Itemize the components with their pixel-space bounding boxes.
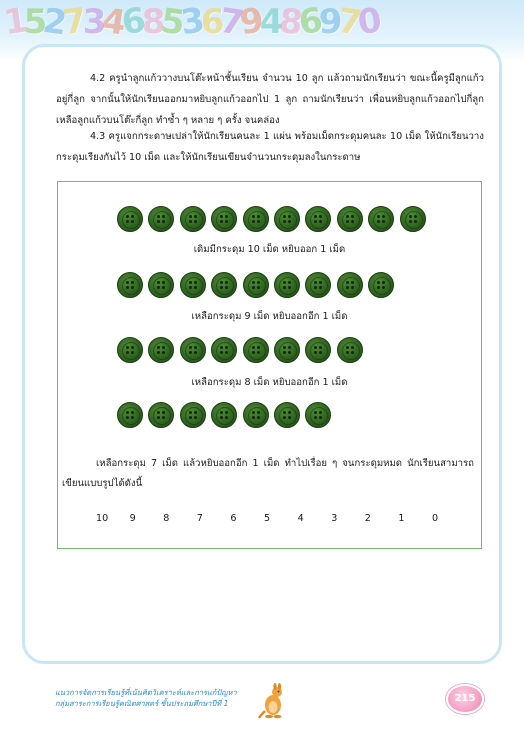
decorative-digit: 8 xyxy=(141,2,162,42)
green-button-icon xyxy=(243,337,269,363)
countdown-number: 1 xyxy=(398,513,405,524)
closing-text: เหลือกระดุม 7 เม็ด แล้วหยิบออกอีก 1 เม็ด ทำไปเรื่อย ๆ จนกระดุมหมด นักเรียนสามารถเขียนแบบรูปได้ดังนี้ xyxy=(62,458,474,489)
green-button-icon xyxy=(117,272,143,298)
green-button-icon xyxy=(180,206,206,232)
countdown-number: 9 xyxy=(129,513,136,524)
green-button-icon xyxy=(148,402,174,428)
green-button-icon xyxy=(211,206,237,232)
green-button-icon xyxy=(243,272,269,298)
footer-caption-line-1: แนวการจัดการเรียนรู้ที่เน้นคิดวิเคราะห์และการแก้ปัญหา xyxy=(55,688,237,697)
decorative-digit: 4 xyxy=(99,0,125,44)
decorative-digit: 0 xyxy=(355,0,381,44)
green-button-icon xyxy=(337,206,363,232)
green-button-icon xyxy=(400,206,426,232)
green-button-icon xyxy=(274,272,300,298)
caption-row-10: เดิมมีกระดุม 10 เม็ด หยิบออก 1 เม็ด xyxy=(193,244,346,255)
button-row-9 xyxy=(117,272,394,298)
green-button-icon xyxy=(211,337,237,363)
decorative-digit: 6 xyxy=(119,0,145,44)
green-button-icon xyxy=(368,272,394,298)
green-button-icon xyxy=(148,337,174,363)
green-button-icon xyxy=(337,337,363,363)
countdown-number: 0 xyxy=(432,513,439,524)
footer-caption-line-2: กลุ่มสาระการเรียนรู้คณิตศาสตร์ ชั้นประถมศึกษาปีที่ 1 xyxy=(55,699,229,708)
decorative-digit: 9 xyxy=(318,2,339,42)
green-button-icon xyxy=(337,272,363,298)
paragraph-4-3: 4.3 ครูแจกกระดาษเปล่าให้นักเรียนคนละ 1 แผ่น พร้อมเม็ดกระดุมคนละ 10 เม็ด ให้นักเรียนวางกระดุมเรียงกันไว้ 10 เม็ด และให้นักเรียนเขียนจำนวนกระดุมลงในกระดาษ xyxy=(56,131,484,163)
green-button-icon xyxy=(117,402,143,428)
decorative-digit: 3 xyxy=(82,2,103,42)
page-number-badge: 215 xyxy=(446,684,484,714)
green-button-icon xyxy=(305,272,331,298)
countdown-number: 7 xyxy=(196,513,203,524)
green-button-icon xyxy=(180,402,206,428)
green-button-icon xyxy=(368,206,394,232)
decorative-digit: 6 xyxy=(296,0,322,44)
paragraph-4-2: 4.2 ครูนำลูกแก้ววางบนโต๊ะหน้าชั้นเรียน จำนวน 10 ลูก แล้วถามนักเรียนว่า ขณะนี้ครูมีลูกแก้วอยู่กี่ลูก จากนั้นให้นักเรียนออกมาหยิบลูกแก้วออกไป 1 ลูก ถามนักเรียนว่า เพื่อนหยิบลูกแก้วออกไปกี่ลูก เหลือลูกแก้วบนโต๊ะกี่ลูก ทำซ้ำ ๆ หลาย ๆ ครั้ง จนคล่อง xyxy=(56,73,484,126)
decorative-digit: 7 xyxy=(217,0,243,44)
green-button-icon xyxy=(274,337,300,363)
button-row-10 xyxy=(117,206,426,232)
green-button-icon xyxy=(117,337,143,363)
green-button-icon xyxy=(305,206,331,232)
button-row-7 xyxy=(117,402,331,428)
kangaroo-icon xyxy=(258,683,288,719)
countdown-number: 2 xyxy=(364,513,371,524)
green-button-icon xyxy=(305,337,331,363)
green-button-icon xyxy=(274,206,300,232)
countdown-number: 6 xyxy=(230,513,237,524)
decorative-digit: 7 xyxy=(335,0,361,44)
green-button-icon xyxy=(243,402,269,428)
green-button-icon xyxy=(148,206,174,232)
decorative-digit: 8 xyxy=(276,0,302,44)
green-button-icon xyxy=(305,402,331,428)
decorative-digit: 5 xyxy=(23,2,44,42)
green-button-icon xyxy=(243,206,269,232)
decorative-digit: 6 xyxy=(200,2,221,42)
countdown-number: 4 xyxy=(297,513,304,524)
green-button-icon xyxy=(211,402,237,428)
green-button-icon xyxy=(180,337,206,363)
green-button-icon xyxy=(180,272,206,298)
caption-row-8: เหลือกระดุม 8 เม็ด หยิบออกอีก 1 เม็ด xyxy=(191,377,348,388)
decorative-digit: 5 xyxy=(158,0,184,44)
decorative-digit: 3 xyxy=(178,0,204,44)
green-button-icon xyxy=(117,206,143,232)
decorative-digit: 7 xyxy=(60,0,86,44)
decorative-digit: 9 xyxy=(237,0,263,44)
countdown-number: 5 xyxy=(264,513,271,524)
green-button-icon xyxy=(211,272,237,298)
green-button-icon xyxy=(148,272,174,298)
button-row-8 xyxy=(117,337,363,363)
decorative-digit: 4 xyxy=(259,2,280,42)
footer-caption xyxy=(55,687,255,709)
countdown-number: 8 xyxy=(163,513,170,524)
decorative-digit: 1 xyxy=(1,0,27,44)
green-button-icon xyxy=(274,402,300,428)
decorative-digit: 2 xyxy=(40,0,66,44)
countdown-number: 3 xyxy=(331,513,338,524)
countdown-number: 10 xyxy=(96,513,109,524)
caption-row-9: เหลือกระดุม 9 เม็ด หยิบออกอีก 1 เม็ด xyxy=(191,311,348,322)
